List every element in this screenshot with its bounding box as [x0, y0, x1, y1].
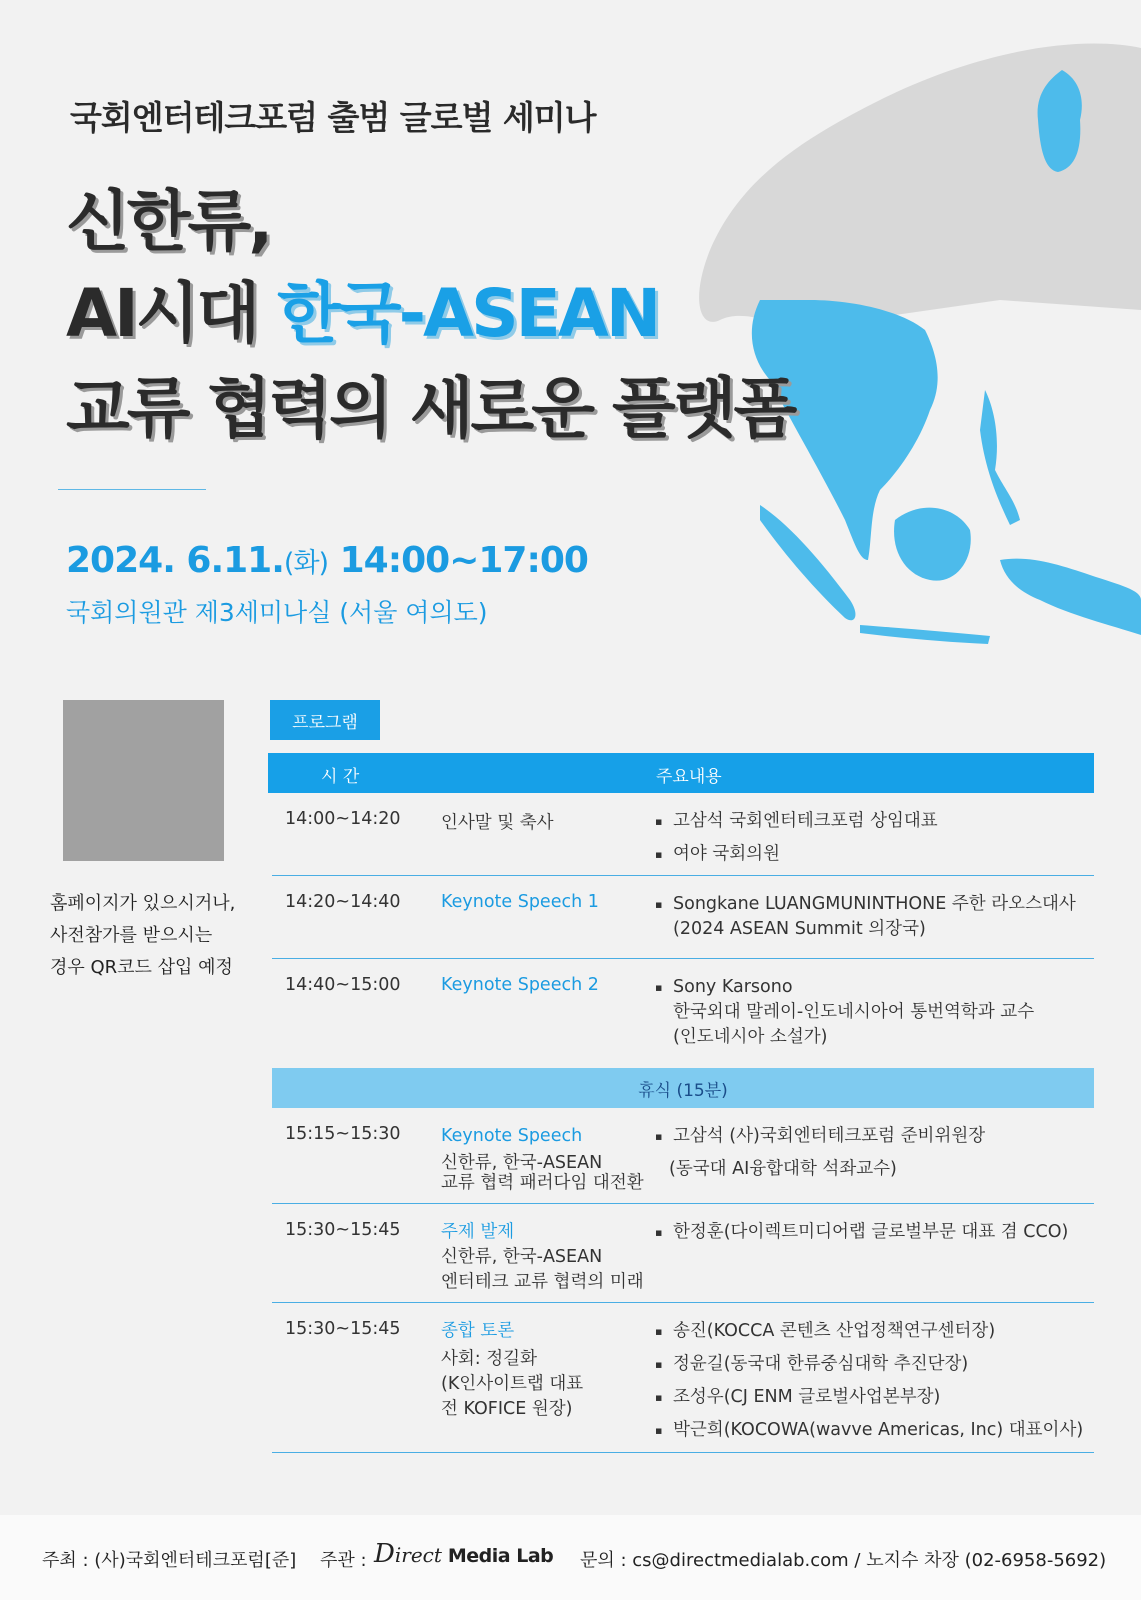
headline-line-2-prefix: AI시대: [66, 275, 278, 352]
headline-highlight: 한국-ASEAN: [277, 275, 659, 352]
speaker-detail: (동국대 AI융합대학 석좌교수): [669, 1159, 897, 1179]
column-content: 주요내용: [656, 767, 722, 787]
speaker: ▪ 한정훈(다이렉트미디어랩 글로벌부문 대표 겸 CCO): [655, 1220, 1068, 1245]
speaker: ▪ 고삼석 (사)국회엔터테크포럼 준비위원장: [655, 1124, 985, 1149]
qr-code-placeholder: [63, 700, 224, 861]
row-time: 14:00~14:20: [285, 809, 401, 829]
row-time: 15:30~15:45: [285, 1319, 401, 1339]
logo-irect: irect: [394, 1543, 442, 1567]
speaker: ▪ Songkane LUANGMUNINTHONE 주한 라오스대사: [655, 892, 1076, 917]
row-subtitle: (K인사이트랩 대표: [441, 1374, 584, 1394]
row-subtitle: 전 KOFICE 원장): [441, 1399, 573, 1419]
speaker: ▪ 송진(KOCCA 콘텐츠 산업정책연구센터장): [655, 1319, 1083, 1344]
speaker: ▪ 고삼석 국회엔터테크포럼 상임대표: [655, 809, 938, 834]
direct-media-lab-logo: [374, 1539, 553, 1569]
java: [860, 625, 990, 644]
row-title-block: [441, 1220, 644, 1295]
logo-d: D: [374, 1539, 395, 1569]
speaker-detail: (인도네시아 소설가): [673, 1027, 828, 1047]
row-subtitle: 신한류, 한국-ASEAN: [441, 1153, 603, 1173]
row-speakers: [655, 809, 938, 867]
row-title: Keynote Speech 1: [441, 892, 599, 912]
table-row: [272, 1303, 1094, 1453]
speaker: ▪ 조성우(CJ ENM 글로벌사업본부장): [655, 1385, 1083, 1410]
row-subtitle: 교류 협력 패러다임 대전환: [441, 1173, 644, 1193]
event-venue: 국회의원관 제3세미나실 (서울 여의도): [66, 598, 488, 627]
row-title: 종합 토론: [441, 1321, 515, 1341]
row-title: 주제 발제: [441, 1222, 515, 1242]
table-row: [272, 1204, 1094, 1303]
event-time: 14:00~17:00: [339, 540, 588, 581]
row-speakers: [655, 1319, 1083, 1443]
qr-note-line: 경우 QR코드 삽입 예정: [50, 957, 233, 978]
footer-organizer-label: 주관 :: [320, 1550, 367, 1571]
footer-contact[interactable]: 문의 : cs@directmedialab.com / 노지수 차장 (02-6958-5692): [580, 1550, 1107, 1571]
row-time: 14:20~14:40: [285, 892, 401, 912]
row-title: Keynote Speech 2: [441, 975, 599, 995]
headline-line-1: 신한류,: [66, 183, 271, 260]
row-subtitle: 신한류, 한국-ASEAN: [441, 1247, 603, 1267]
headline-line-3: 교류 협력의 새로운 플랫폼: [66, 370, 795, 447]
qr-note-line: 홈페이지가 있으시거나,: [50, 893, 236, 914]
qr-note: [50, 888, 260, 984]
break-row: 휴식 (15분): [272, 1068, 1094, 1108]
row-subtitle: 엔터테크 교류 협력의 미래: [441, 1272, 644, 1292]
event-datetime: [66, 540, 588, 581]
row-title: 인사말 및 축사: [441, 813, 554, 833]
row-time: 14:40~15:00: [285, 975, 401, 995]
row-title-block: [441, 1319, 583, 1422]
table-row: [272, 959, 1094, 1067]
footer-host: 주최 : (사)국회엔터테크포럼[준]: [42, 1550, 297, 1571]
speaker-detail: 한국외대 말레이-인도네시아어 통번역학과 교수: [673, 1002, 1035, 1022]
row-speakers: [655, 892, 1076, 942]
borneo: [894, 508, 971, 581]
footer: [0, 1515, 1141, 1600]
speaker-detail: (2024 ASEAN Summit 의장국): [673, 919, 926, 939]
column-time: 시 간: [321, 767, 360, 787]
row-title: Keynote Speech: [441, 1126, 583, 1146]
event-day: (화): [283, 548, 329, 579]
speaker: ▪ 정윤길(동국대 한류중심대학 추진단장): [655, 1352, 1083, 1377]
table-row: [272, 876, 1094, 959]
speaker: ▪ 여야 국회의원: [655, 842, 938, 867]
row-time: 15:30~15:45: [285, 1220, 401, 1240]
seminar-subtitle: 국회엔터테크포럼 출범 글로벌 세미나: [70, 98, 596, 137]
row-speakers: [655, 1124, 985, 1182]
row-subtitle: 사회: 정길화: [441, 1349, 537, 1369]
row-speakers: [655, 1220, 1068, 1245]
row-speakers: [655, 975, 1034, 1050]
program-table-header: [268, 753, 1094, 793]
speaker: ▪ 박근희(KOCOWA(wavve Americas, Inc) 대표이사): [655, 1418, 1083, 1443]
philippines: [980, 390, 1020, 525]
qr-note-line: 사전참가를 받으시는: [50, 925, 213, 946]
row-title-block: [441, 1124, 644, 1193]
sulawesi-papua: [1000, 559, 1141, 635]
event-date: 2024. 6.11.: [66, 540, 284, 581]
headline-line-2: [66, 260, 658, 355]
logo-media-lab: Media Lab: [447, 1545, 554, 1567]
sumatra: [760, 505, 855, 620]
program-badge: 프로그램: [270, 700, 380, 740]
title-divider: [58, 489, 206, 490]
speaker: ▪ Sony Karsono: [655, 975, 1034, 1000]
table-row: [272, 1108, 1094, 1204]
row-time: 15:15~15:30: [285, 1124, 401, 1144]
table-row: [272, 793, 1094, 876]
